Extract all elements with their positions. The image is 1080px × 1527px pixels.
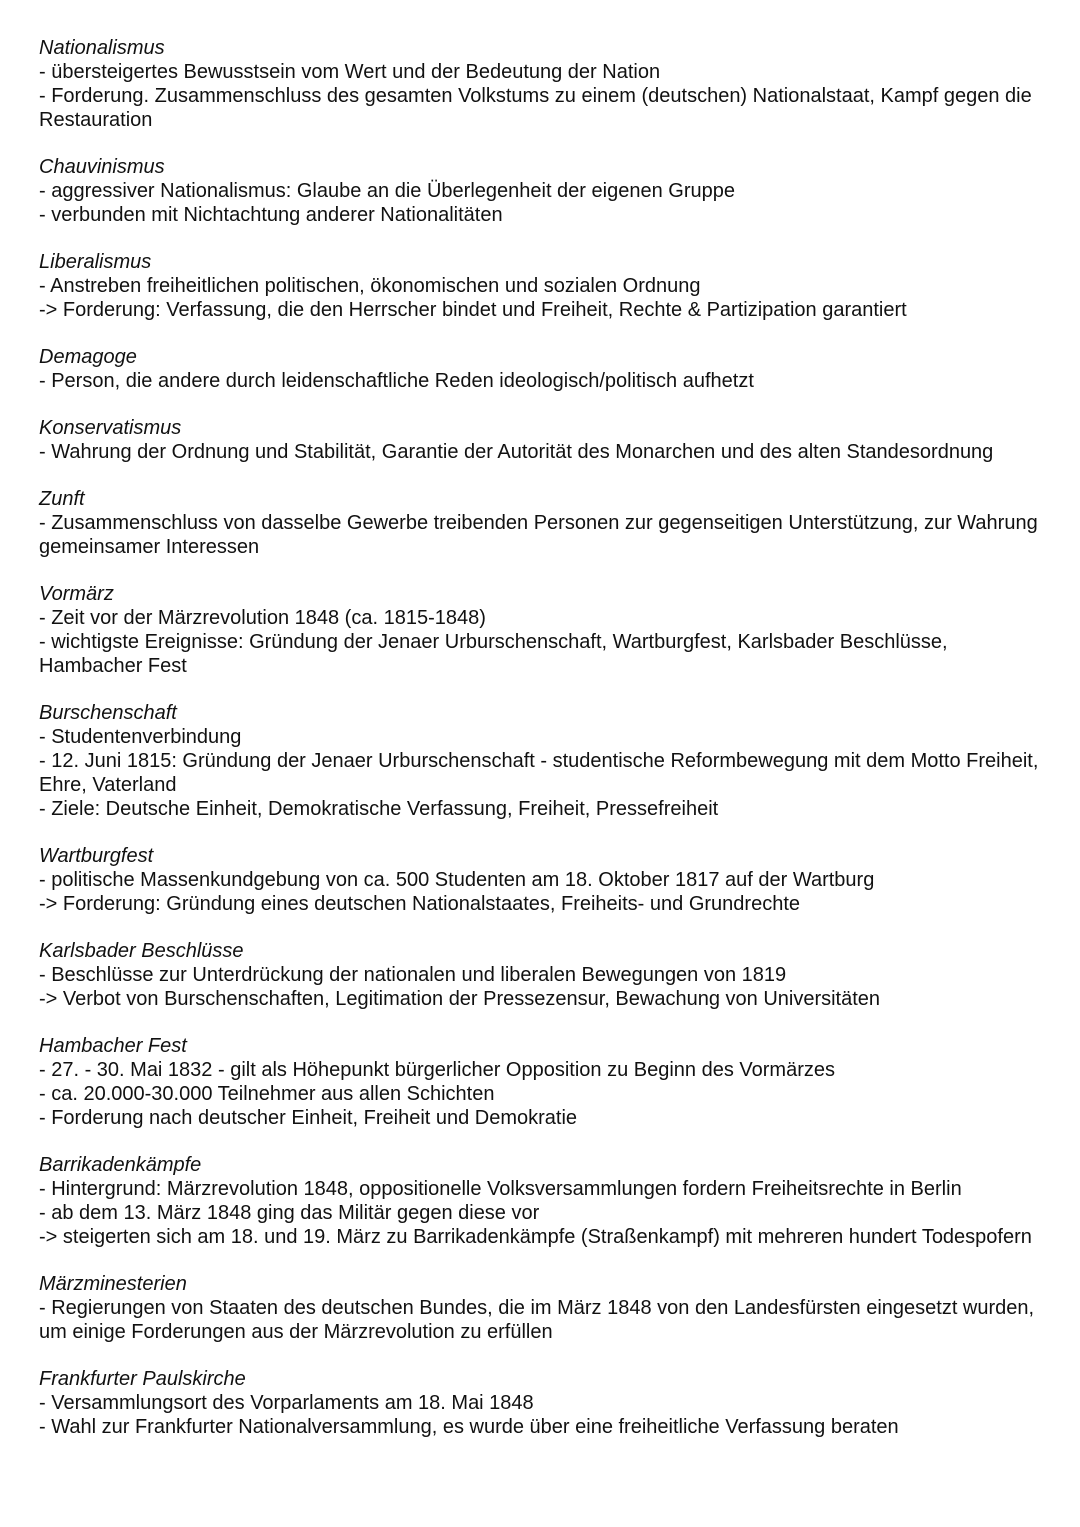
- entry-line: - verbunden mit Nichtachtung anderer Nationalitäten: [39, 204, 503, 226]
- entry-line: - Wahl zur Frankfurter Nationalversammlung, es wurde über eine freiheitliche Verfassung beraten: [39, 1416, 899, 1438]
- entry-term: Chauvinismus: [39, 156, 165, 178]
- entry-line: -> Forderung: Gründung eines deutschen Nationalstaates, Freiheits- und Grundrechte: [39, 893, 800, 915]
- entry-line: - Wahrung der Ordnung und Stabilität, Garantie der Autorität des Monarchen und des alten Standesordnung: [39, 441, 994, 463]
- entry-line: -> Forderung: Verfassung, die den Herrscher bindet und Freiheit, Rechte & Partizipation garantiert: [39, 299, 907, 321]
- entry-zunft: [39, 487, 1049, 559]
- entry-line: -> Verbot von Burschenschaften, Legitimation der Pressezensur, Bewachung von Universitäten: [39, 988, 881, 1010]
- entry-term: Burschenschaft: [39, 702, 177, 724]
- entry-vormaerz: [39, 582, 1049, 678]
- entry-hambacher-fest: [39, 1034, 1049, 1130]
- glossary-page: [39, 36, 1049, 1462]
- entry-line: - Person, die andere durch leidenschaftliche Reden ideologisch/politisch aufhetzt: [39, 370, 754, 392]
- entry-demagoge: [39, 345, 1049, 393]
- entry-konservatismus: [39, 416, 1049, 464]
- entry-line: - aggressiver Nationalismus: Glaube an die Überlegenheit der eigenen Gruppe: [39, 180, 735, 202]
- entry-term: Liberalismus: [39, 251, 152, 273]
- entry-wartburgfest: [39, 844, 1049, 916]
- entry-term: Konservatismus: [39, 417, 182, 439]
- entry-term: Frankfurter Paulskirche: [39, 1368, 246, 1390]
- entry-line: - wichtigste Ereignisse: Gründung der Jenaer Urburschenschaft, Wartburgfest, Karlsbader Beschlüsse, Hambacher Fest: [39, 631, 948, 677]
- entry-term: Nationalismus: [39, 37, 165, 59]
- entry-maerzminesterien: [39, 1272, 1049, 1344]
- entry-term: Hambacher Fest: [39, 1035, 187, 1057]
- entry-term: Karlsbader Beschlüsse: [39, 940, 244, 962]
- entry-line: - Anstreben freiheitlichen politischen, ökonomischen und sozialen Ordnung: [39, 275, 701, 297]
- entry-nationalismus: [39, 36, 1049, 132]
- entry-line: - Beschlüsse zur Unterdrückung der nationalen und liberalen Bewegungen von 1819: [39, 964, 787, 986]
- entry-line: - Versammlungsort des Vorparlaments am 18. Mai 1848: [39, 1392, 534, 1414]
- entry-line: - Regierungen von Staaten des deutschen Bundes, die im März 1848 von den Landesfürsten eingesetzt wurden, um einige Forderungen aus der Märzrevolution zu erfüllen: [39, 1297, 1035, 1343]
- entry-line: - 27. - 30. Mai 1832 - gilt als Höhepunkt bürgerlicher Opposition zu Beginn des Vormärzes: [39, 1059, 835, 1081]
- entry-line: - ab dem 13. März 1848 ging das Militär gegen diese vor: [39, 1202, 540, 1224]
- entry-line: - 12. Juni 1815: Gründung der Jenaer Urburschenschaft - studentische Reformbewegung mit dem Motto Freiheit, Ehre, Vaterland: [39, 750, 1039, 796]
- entry-line: - Forderung nach deutscher Einheit, Freiheit und Demokratie: [39, 1107, 578, 1129]
- entry-term: Demagoge: [39, 346, 137, 368]
- entry-burschenschaft: [39, 701, 1049, 821]
- entry-chauvinismus: [39, 155, 1049, 227]
- entry-term: Märzminesterien: [39, 1273, 187, 1295]
- entry-term: Vormärz: [39, 583, 114, 605]
- entry-barrikadenkaempfe: [39, 1153, 1049, 1249]
- entry-line: - übersteigertes Bewusstsein vom Wert und der Bedeutung der Nation: [39, 61, 661, 83]
- entry-line: - Zusammenschluss von dasselbe Gewerbe treibenden Personen zur gegenseitigen Unterstützung, zur Wahrung gemeinsamer Interessen: [39, 512, 1038, 558]
- entry-line: - Hintergrund: Märzrevolution 1848, oppositionelle Volksversammlungen fordern Freiheitsrechte in Berlin: [39, 1178, 962, 1200]
- entry-line: - Zeit vor der Märzrevolution 1848 (ca. 1815-1848): [39, 607, 486, 629]
- entry-liberalismus: [39, 250, 1049, 322]
- entry-line: - Studentenverbindung: [39, 726, 242, 748]
- entry-karlsbader-beschluesse: [39, 939, 1049, 1011]
- entry-line: - Forderung. Zusammenschluss des gesamten Volkstums zu einem (deutschen) Nationalstaat, Kampf gegen die Restauration: [39, 85, 1032, 131]
- entry-line: -> steigerten sich am 18. und 19. März zu Barrikadenkämpfe (Straßenkampf) mit mehreren hundert Todespofern: [39, 1226, 1032, 1248]
- entry-line: - ca. 20.000-30.000 Teilnehmer aus allen Schichten: [39, 1083, 495, 1105]
- entry-line: - politische Massenkundgebung von ca. 500 Studenten am 18. Oktober 1817 auf der Wartburg: [39, 869, 875, 891]
- entry-term: Wartburgfest: [39, 845, 154, 867]
- entry-term: Barrikadenkämpfe: [39, 1154, 202, 1176]
- entry-term: Zunft: [39, 488, 85, 510]
- entry-line: - Ziele: Deutsche Einheit, Demokratische Verfassung, Freiheit, Pressefreiheit: [39, 798, 719, 820]
- entry-frankfurter-paulskirche: [39, 1367, 1049, 1439]
